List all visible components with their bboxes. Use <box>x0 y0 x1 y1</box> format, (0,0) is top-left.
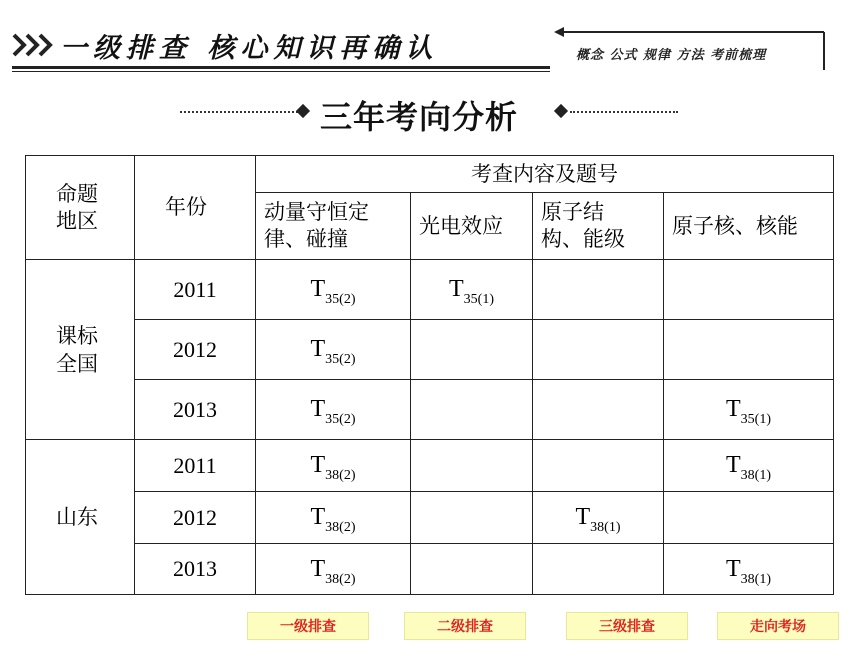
question-letter: T <box>310 555 326 582</box>
question-number: 38(2) <box>325 468 356 483</box>
header-title: 一级排查 核心知识再确认 <box>60 33 439 64</box>
header-region-line: 地区 <box>56 208 98 233</box>
question-letter: T <box>449 276 464 302</box>
question-cell <box>533 320 664 380</box>
question-letter: T <box>310 504 326 530</box>
question-cell <box>533 492 664 544</box>
region-name-line: 全国 <box>56 351 98 376</box>
header-region <box>26 156 135 260</box>
dotted-line-right <box>570 111 678 113</box>
section-title: 三年考向分析 <box>320 98 519 136</box>
region-name-line: 课标 <box>56 323 98 348</box>
question-number: 38(2) <box>325 520 356 535</box>
question-cell <box>533 260 664 320</box>
question-cell <box>411 492 533 544</box>
topic-header <box>664 193 834 260</box>
year-cell: 2011 <box>135 260 256 320</box>
topic-header <box>411 193 533 260</box>
nav-level2-button[interactable]: 二级排查 <box>404 612 526 640</box>
question-letter: T <box>310 336 326 362</box>
question-cell <box>533 380 664 440</box>
header-subtitle: 概念 公式 规律 方法 考前梳理 <box>576 48 767 63</box>
question-number: 35(2) <box>325 352 356 367</box>
table-row <box>26 492 834 544</box>
question-number: 38(1) <box>740 571 771 587</box>
exam-analysis-table <box>25 155 834 595</box>
region-name-line: 山东 <box>56 505 98 529</box>
topic-header <box>533 193 664 260</box>
question-cell <box>256 260 411 320</box>
question-cell <box>533 544 664 595</box>
region-cell <box>26 440 135 595</box>
nav-level1-button[interactable]: 一级排查 <box>247 612 369 640</box>
question-cell <box>411 260 533 320</box>
question-letter: T <box>726 555 741 582</box>
question-cell <box>256 544 411 595</box>
question-cell <box>664 380 834 440</box>
dotted-line-left <box>180 111 298 113</box>
question-cell <box>256 440 411 492</box>
topic-line: 原子核、核能 <box>672 213 798 238</box>
question-letter: T <box>575 504 591 530</box>
question-number: 38(1) <box>590 520 621 535</box>
table-row <box>26 440 834 492</box>
question-cell <box>533 440 664 492</box>
topic-line: 光电效应 <box>419 213 503 238</box>
header-topics-group: 考查内容及题号 <box>256 156 834 193</box>
question-cell <box>411 380 533 440</box>
nav-level3-button[interactable]: 三级排查 <box>566 612 688 640</box>
table-row <box>26 320 834 380</box>
header-year: 年份 <box>135 156 256 260</box>
question-cell <box>411 544 533 595</box>
region-cell <box>26 260 135 440</box>
table-row <box>26 260 834 320</box>
table-row <box>26 380 834 440</box>
header-rule <box>12 66 550 69</box>
question-letter: T <box>310 276 326 302</box>
diamond-left-icon <box>296 104 310 118</box>
table-header-row <box>26 156 834 193</box>
question-cell <box>664 544 834 595</box>
header-rule-thin <box>12 71 550 72</box>
year-cell: 2011 <box>135 440 256 492</box>
topic-line: 律、碰撞 <box>264 227 348 251</box>
question-cell <box>664 320 834 380</box>
table-row <box>26 544 834 595</box>
year-cell: 2012 <box>135 492 256 544</box>
question-cell <box>256 320 411 380</box>
topic-header <box>256 193 411 260</box>
question-letter: T <box>726 396 741 422</box>
question-number: 35(2) <box>325 292 356 307</box>
question-number: 35(2) <box>325 412 356 427</box>
question-cell <box>664 260 834 320</box>
topic-line: 构、能级 <box>541 227 625 251</box>
question-letter: T <box>310 396 326 422</box>
section-heading <box>170 88 690 138</box>
question-number: 38(2) <box>325 571 356 587</box>
topic-line: 原子结 <box>541 200 604 224</box>
question-cell <box>664 440 834 492</box>
year-cell: 2012 <box>135 320 256 380</box>
question-letter: T <box>726 452 741 478</box>
question-number: 35(1) <box>463 292 494 307</box>
question-letter: T <box>310 452 326 478</box>
question-cell <box>664 492 834 544</box>
question-cell <box>411 320 533 380</box>
question-number: 35(1) <box>740 412 771 427</box>
slide-header <box>0 0 860 78</box>
nav-exam-button[interactable]: 走向考场 <box>717 612 839 640</box>
question-number: 38(1) <box>740 468 771 483</box>
year-cell: 2013 <box>135 380 256 440</box>
year-cell: 2013 <box>135 544 256 595</box>
question-cell <box>411 440 533 492</box>
question-cell <box>256 380 411 440</box>
header-region-line: 命题 <box>56 181 98 206</box>
topic-line: 动量守恒定 <box>264 200 369 224</box>
diamond-right-icon <box>554 104 568 118</box>
triple-chevron-icon <box>12 30 58 60</box>
question-cell <box>256 492 411 544</box>
